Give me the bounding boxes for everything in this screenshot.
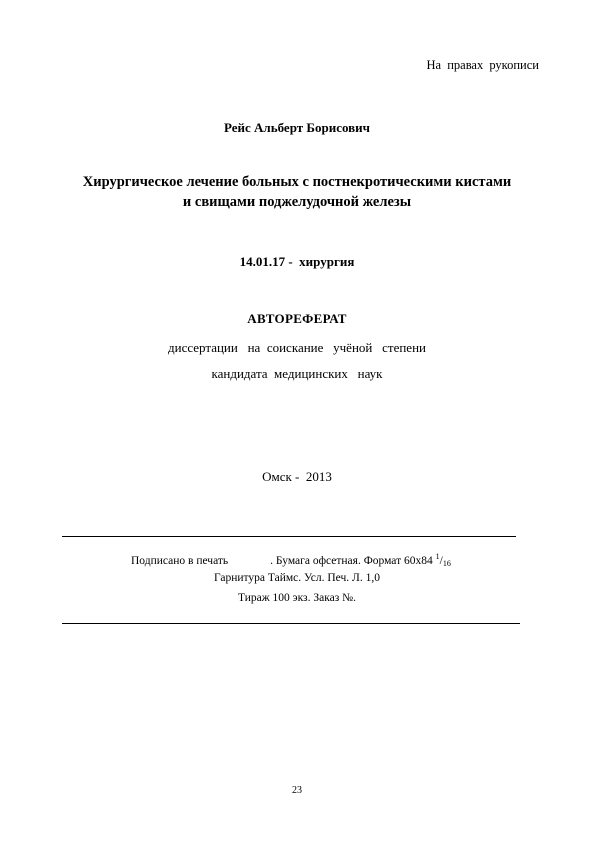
dissertation-title <box>0 172 594 212</box>
rights-notice: На правах рукописи <box>426 58 539 72</box>
print-run-info: Тираж 100 экз. Заказ №. <box>237 592 356 604</box>
author-name: Рейс Альберт Борисович <box>223 120 370 135</box>
signed-for-print: Подписано в печать <box>131 555 229 567</box>
city-year: Омск - 2013 <box>262 469 332 484</box>
typeface-info: Гарнитура Таймс. Усл. Печ. Л. 1,0 <box>214 572 380 584</box>
paper-format: . Бумага офсетная. Формат 60х84 <box>270 555 436 567</box>
format-denominator: 16 <box>442 559 451 568</box>
specialty-code: 14.01.17 - хирургия <box>239 254 355 269</box>
document-type: АВТОРЕФЕРАТ <box>247 311 347 326</box>
format-fraction <box>435 552 451 568</box>
description-line-1: диссертации на соискание учёной степени <box>168 340 426 355</box>
format-slash: / <box>439 555 443 567</box>
title-line-2: и свищами поджелудочной железы <box>182 194 412 210</box>
page-number: 23 <box>292 785 302 796</box>
format-numerator: 1 <box>435 552 440 561</box>
title-line-1: Хирургическое лечение больных с постнекротическими кистами <box>82 174 512 190</box>
divider-top <box>62 536 516 537</box>
divider-bottom <box>62 623 520 624</box>
publication-line-1 <box>131 552 451 568</box>
description-line-2: кандидата медицинских наук <box>211 366 383 381</box>
